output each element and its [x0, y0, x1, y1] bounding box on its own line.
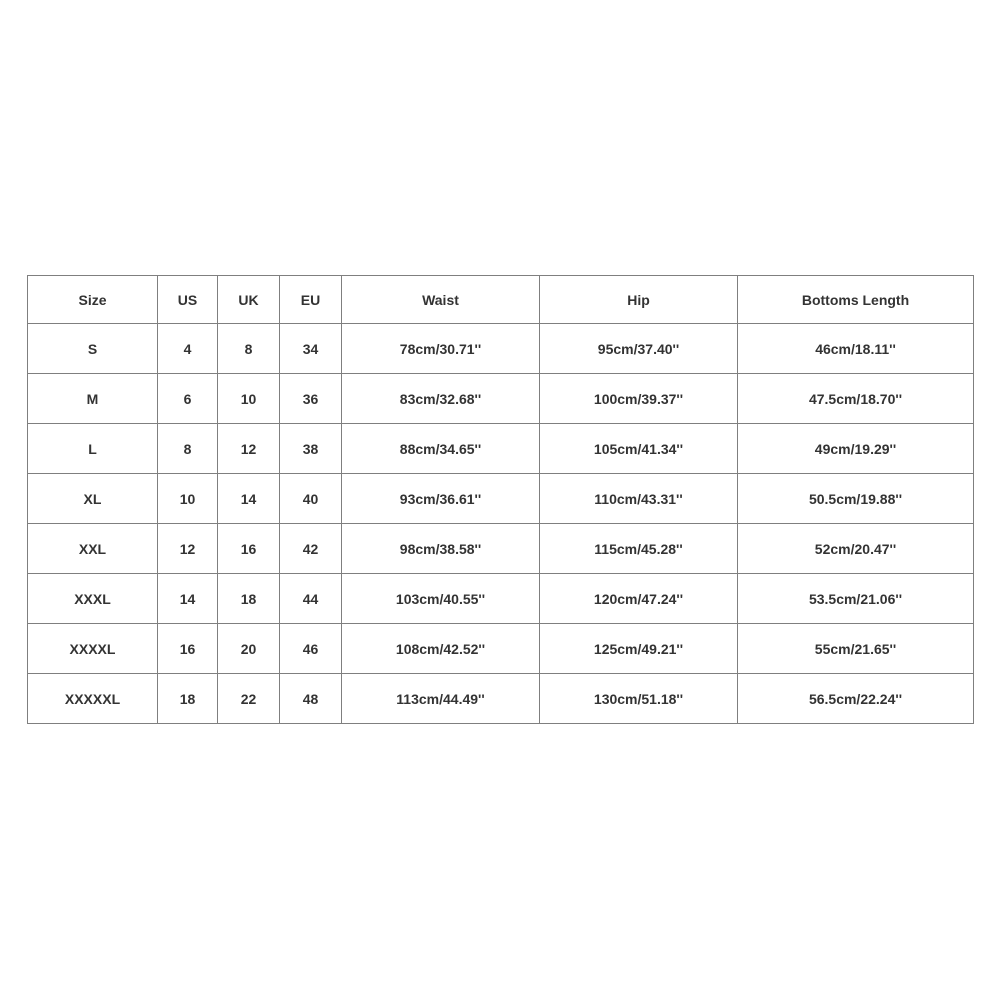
waist-cell: 83cm/32.68''	[342, 374, 540, 424]
waist-cell: 98cm/38.58''	[342, 524, 540, 574]
size-cell: S	[28, 324, 158, 374]
table-row	[28, 624, 974, 674]
us-cell: 18	[158, 674, 218, 724]
eu-cell: 48	[280, 674, 342, 724]
column-header-us: US	[158, 276, 218, 324]
column-header-bottoms-length: Bottoms Length	[738, 276, 974, 324]
column-header-hip: Hip	[540, 276, 738, 324]
size-cell: XXXL	[28, 574, 158, 624]
bottoms-length-cell: 53.5cm/21.06''	[738, 574, 974, 624]
eu-cell: 36	[280, 374, 342, 424]
waist-cell: 88cm/34.65''	[342, 424, 540, 474]
header-row	[28, 276, 974, 324]
hip-cell: 125cm/49.21''	[540, 624, 738, 674]
us-cell: 14	[158, 574, 218, 624]
uk-cell: 22	[218, 674, 280, 724]
bottoms-length-cell: 49cm/19.29''	[738, 424, 974, 474]
size-cell: L	[28, 424, 158, 474]
uk-cell: 20	[218, 624, 280, 674]
bottoms-length-cell: 56.5cm/22.24''	[738, 674, 974, 724]
table-row	[28, 474, 974, 524]
uk-cell: 12	[218, 424, 280, 474]
size-chart-table	[27, 275, 974, 724]
table-row	[28, 574, 974, 624]
eu-cell: 44	[280, 574, 342, 624]
hip-cell: 130cm/51.18''	[540, 674, 738, 724]
us-cell: 4	[158, 324, 218, 374]
bottoms-length-cell: 55cm/21.65''	[738, 624, 974, 674]
waist-cell: 108cm/42.52''	[342, 624, 540, 674]
size-cell: XXL	[28, 524, 158, 574]
table-row	[28, 524, 974, 574]
size-cell: XXXXL	[28, 624, 158, 674]
uk-cell: 16	[218, 524, 280, 574]
table-row	[28, 674, 974, 724]
hip-cell: 95cm/37.40''	[540, 324, 738, 374]
uk-cell: 18	[218, 574, 280, 624]
us-cell: 6	[158, 374, 218, 424]
hip-cell: 120cm/47.24''	[540, 574, 738, 624]
eu-cell: 42	[280, 524, 342, 574]
column-header-uk: UK	[218, 276, 280, 324]
waist-cell: 78cm/30.71''	[342, 324, 540, 374]
table-row	[28, 324, 974, 374]
eu-cell: 46	[280, 624, 342, 674]
us-cell: 12	[158, 524, 218, 574]
table-row	[28, 374, 974, 424]
column-header-eu: EU	[280, 276, 342, 324]
hip-cell: 115cm/45.28''	[540, 524, 738, 574]
table-row	[28, 424, 974, 474]
eu-cell: 40	[280, 474, 342, 524]
us-cell: 10	[158, 474, 218, 524]
size-cell: XXXXXL	[28, 674, 158, 724]
waist-cell: 93cm/36.61''	[342, 474, 540, 524]
column-header-size: Size	[28, 276, 158, 324]
uk-cell: 14	[218, 474, 280, 524]
us-cell: 16	[158, 624, 218, 674]
column-header-waist: Waist	[342, 276, 540, 324]
eu-cell: 34	[280, 324, 342, 374]
size-cell: XL	[28, 474, 158, 524]
uk-cell: 10	[218, 374, 280, 424]
eu-cell: 38	[280, 424, 342, 474]
bottoms-length-cell: 50.5cm/19.88''	[738, 474, 974, 524]
uk-cell: 8	[218, 324, 280, 374]
size-cell: M	[28, 374, 158, 424]
bottoms-length-cell: 46cm/18.11''	[738, 324, 974, 374]
hip-cell: 100cm/39.37''	[540, 374, 738, 424]
waist-cell: 113cm/44.49''	[342, 674, 540, 724]
hip-cell: 105cm/41.34''	[540, 424, 738, 474]
bottoms-length-cell: 47.5cm/18.70''	[738, 374, 974, 424]
bottoms-length-cell: 52cm/20.47''	[738, 524, 974, 574]
waist-cell: 103cm/40.55''	[342, 574, 540, 624]
hip-cell: 110cm/43.31''	[540, 474, 738, 524]
us-cell: 8	[158, 424, 218, 474]
